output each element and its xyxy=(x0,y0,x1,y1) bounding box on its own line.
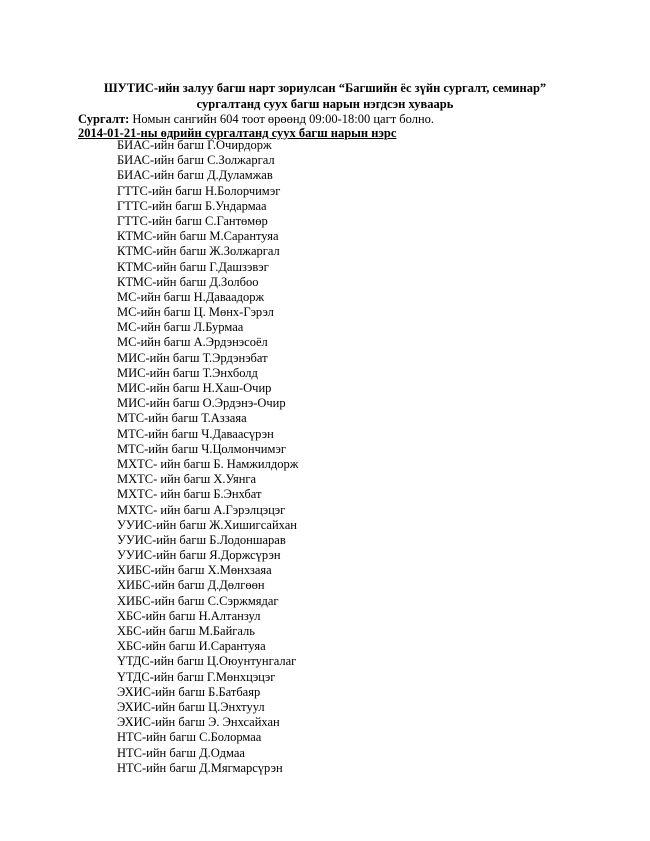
list-item-name: ГТТС-ийн багш С.Гантөмөр xyxy=(117,213,268,228)
list-item-name: МХТС- ийн багш Б. Намжилдорж xyxy=(117,456,299,471)
training-label: Сургалт: xyxy=(78,112,130,126)
list-item-name: ХБС-ийн багш Н.Алтанзул xyxy=(117,608,261,623)
list-item-name: МС-ийн багш Н.Даваадорж xyxy=(117,289,265,304)
list-item-name: УУИС-ийн багш Я.Доржсүрэн xyxy=(117,548,281,563)
list-item-name: ХБС-ийн багш И.Сарантуяа xyxy=(117,639,266,654)
list-item-name: МИС-ийн багш Н.Хаш-Очир xyxy=(117,381,272,395)
list-item-name: ЭХИС-ийн багш Б.Батбаяр xyxy=(117,684,261,699)
list-item-name: ЭХИС-ийн багш Э. Энхсайхан xyxy=(117,715,280,730)
list-item-name: МС-ийн багш Л.Бурмаа xyxy=(117,320,244,335)
list-item-name: ЭХИС-ийн багш Ц.Энхтуул xyxy=(117,699,265,714)
list-item-name: БИАС-ийн багш С.Золжаргал xyxy=(117,153,275,168)
list-item-name: ГТТС-ийн багш Б.Ундармаа xyxy=(117,198,267,213)
list-item-name: ХИБС-ийн багш Х.Мөнхзаяа xyxy=(117,563,272,578)
list-item-name: ҮТДС-ийн багш Г.Мөнхцэцэг xyxy=(117,669,276,684)
list-item-name: МС-ийн багш Ц. Мөнх-Гэрэл xyxy=(117,305,274,320)
list-item-name: КТМС-ийн багш Ж.Золжаргал xyxy=(117,244,280,259)
list-item-name: МИС-ийн багш Т.Энхболд xyxy=(117,365,258,380)
list-item-name: ХИБС-ийн багш С.Сэржмядаг xyxy=(117,593,279,608)
list-item-name: НТС-ийн багш С.Болормаа xyxy=(117,730,262,745)
list-item-name: ХБС-ийн багш М.Байгаль xyxy=(117,624,255,638)
list-item-name: БИАС-ийн багш Г.Очирдорж xyxy=(117,138,272,152)
list-item-name: ГТТС-ийн багш Н.Болорчимэг xyxy=(117,183,281,198)
document-title-line-2: сургалтанд суух багш нарын нэгдсэн хуваарь xyxy=(196,97,454,111)
list-item-name: УУИС-ийн багш Ж.Хишигсайхан xyxy=(117,517,297,532)
list-item-name: КТМС-ийн багш Д.Золбоо xyxy=(117,274,259,289)
training-text: Номын сангийн 604 тоот өрөөнд 09:00-18:00 цагт болно. xyxy=(129,112,435,126)
list-item-name: НТС-ийн багш Д.Одмаа xyxy=(117,745,245,760)
list-item-name: МХТС- ийн багш Б.Энхбат xyxy=(117,487,262,502)
list-item-name: УУИС-ийн багш Б.Лодоншарав xyxy=(117,532,286,547)
list-item-name: МИС-ийн багш Т.Эрдэнэбат xyxy=(117,350,268,365)
list-item-name: МХТС- ийн багш А.Гэрэлцэцэг xyxy=(117,502,286,517)
list-item-name: ҮТДС-ийн багш Ц.Оюунтунгалаг xyxy=(117,654,297,669)
list-item-name: МТС-ийн багш Ч.Цолмончимэг xyxy=(117,441,287,456)
list-item-name: МТС-ийн багш Ч.Даваасүрэн xyxy=(117,426,274,441)
list-item-name: КТМС-ийн багш Г.Дашзэвэг xyxy=(117,259,269,274)
list-item-name: ХИБС-ийн багш Д.Дөлгөөн xyxy=(117,578,265,593)
list-item-name: МИС-ийн багш О.Эрдэнэ-Очир xyxy=(117,396,286,411)
list-item-name: НТС-ийн багш Д.Мягмарсүрэн xyxy=(117,760,283,775)
list-item-name: МХТС- ийн багш Х.Уянга xyxy=(117,472,257,487)
list-item-name: МТС-ийн багш Т.Аззаяа xyxy=(117,411,247,426)
list-item-name: КТМС-ийн багш М.Сарантуяа xyxy=(117,229,279,244)
date-heading: 2014-01-21-ны өдрийн сургалтанд суух багш нарын нэрс xyxy=(78,126,397,140)
list-item-name: БИАС-ийн багш Д.Дуламжав xyxy=(117,168,273,183)
list-item-name: МС-ийн багш А.Эрдэнэсоёл xyxy=(117,335,268,350)
document-title-line-1: ШУТИС-ийн залуу багш нарт зориулсан “Багшийн ёс зүйн сургалт, семинар” xyxy=(103,81,547,95)
